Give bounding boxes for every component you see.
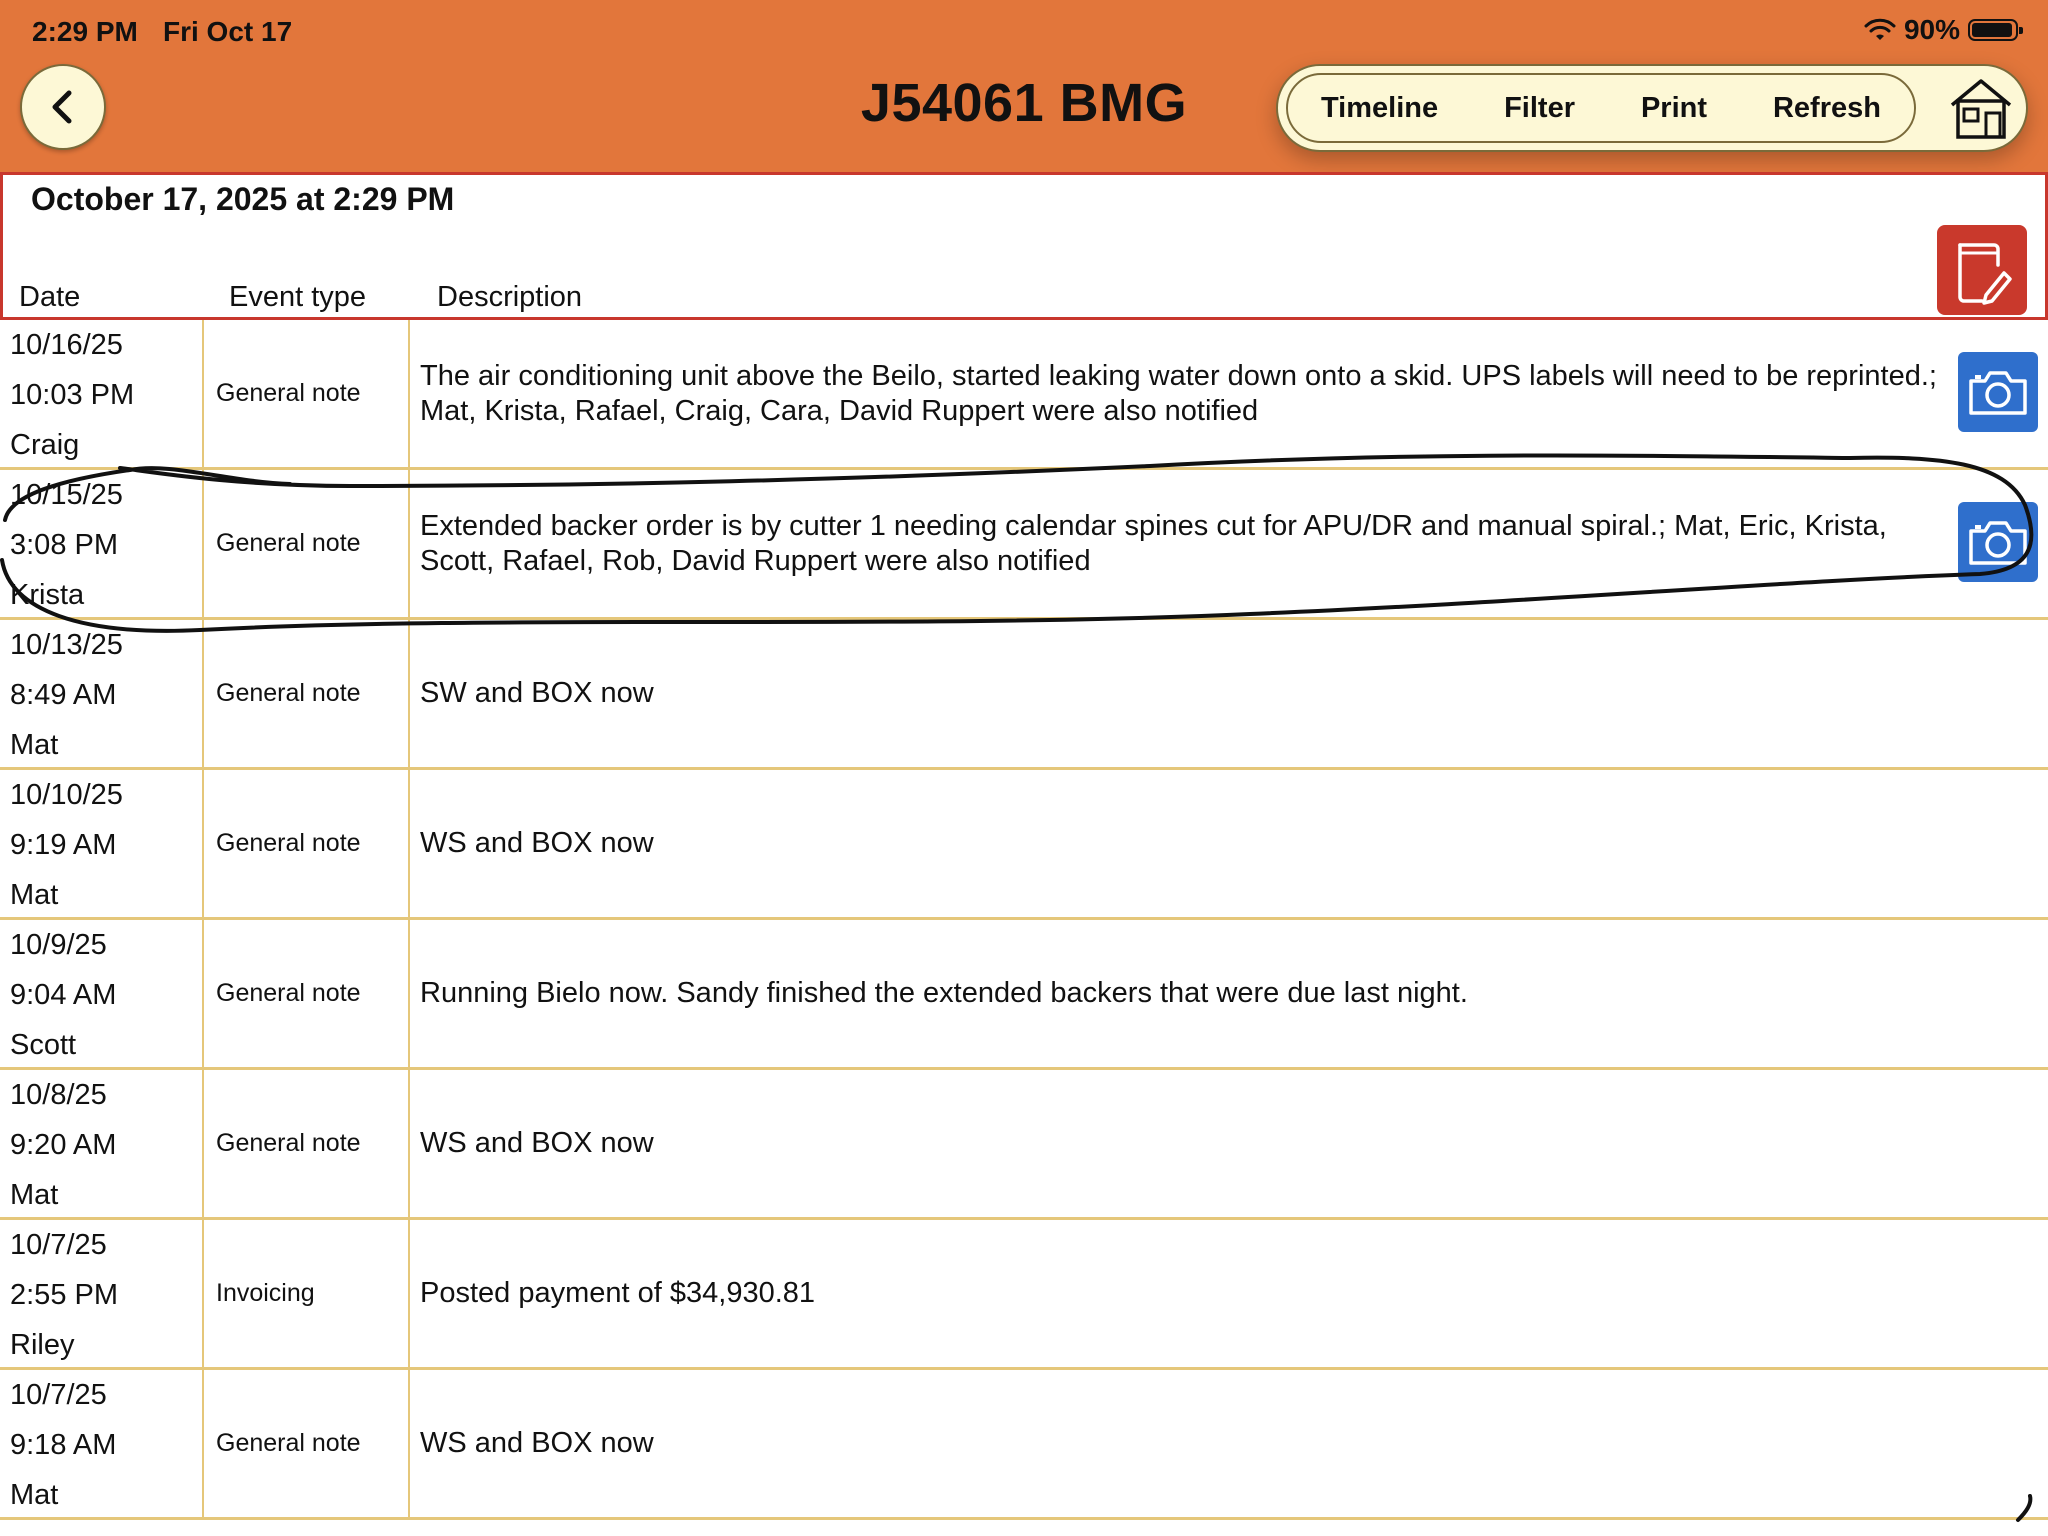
print-button[interactable]: Print xyxy=(1640,91,1708,124)
row-user: Mat xyxy=(10,1479,59,1511)
timeline-button[interactable]: Timeline xyxy=(1320,91,1439,124)
table-row[interactable] xyxy=(0,770,2048,920)
edit-note-icon xyxy=(1950,235,2014,305)
camera-icon xyxy=(1967,517,2029,567)
column-header-date[interactable]: Date xyxy=(19,281,81,313)
wifi-icon xyxy=(1864,18,1896,42)
event-type-cell: General note xyxy=(204,920,410,1067)
event-type-cell: General note xyxy=(204,1070,410,1217)
row-date: 10/16/25 xyxy=(10,329,123,361)
status-indicators xyxy=(1864,14,2018,46)
date-cell xyxy=(0,620,204,767)
page-title: J54061 BMG xyxy=(860,73,1188,133)
table-row[interactable] xyxy=(0,1370,2048,1520)
table-row[interactable] xyxy=(0,1220,2048,1370)
row-user: Craig xyxy=(10,429,80,461)
table-row[interactable] xyxy=(0,920,2048,1070)
current-datetime: October 17, 2025 at 2:29 PM xyxy=(31,181,455,217)
event-type-cell: Invoicing xyxy=(204,1220,410,1367)
chevron-left-icon xyxy=(43,87,83,127)
date-cell xyxy=(0,920,204,1067)
row-date: 10/7/25 xyxy=(10,1229,107,1261)
date-cell xyxy=(0,1370,204,1517)
row-user: Mat xyxy=(10,879,59,911)
camera-icon xyxy=(1967,367,2029,417)
event-type-cell: General note xyxy=(204,470,410,617)
events-table xyxy=(0,320,2048,1520)
event-type-cell: General note xyxy=(204,620,410,767)
row-time: 9:20 AM xyxy=(10,1129,117,1161)
top-header xyxy=(0,0,2048,172)
event-type-cell: General note xyxy=(204,320,410,467)
row-date: 10/15/25 xyxy=(10,479,123,511)
new-note-button[interactable] xyxy=(1937,225,2027,315)
row-user: Scott xyxy=(10,1029,77,1061)
row-time: 2:55 PM xyxy=(10,1279,118,1311)
row-date: 10/10/25 xyxy=(10,779,123,811)
row-time: 9:04 AM xyxy=(10,979,117,1011)
row-time: 8:49 AM xyxy=(10,679,117,711)
back-button[interactable] xyxy=(20,64,106,150)
row-date: 10/7/25 xyxy=(10,1379,107,1411)
filter-button[interactable]: Filter xyxy=(1504,91,1575,124)
description-cell: WS and BOX now xyxy=(420,827,654,859)
status-time: 2:29 PM xyxy=(32,16,138,47)
row-user: Riley xyxy=(10,1329,75,1361)
refresh-button[interactable]: Refresh xyxy=(1772,91,1881,124)
battery-percent: 90% xyxy=(1903,14,1960,45)
battery-icon xyxy=(1968,19,2018,41)
description-cell: The air conditioning unit above the Beilo, started leaking water down onto a skid. UPS labels will need to be reprinted.; Mat, Krista, Rafael, Craig, Cara, David Ruppert were also notified xyxy=(420,359,1937,427)
date-cell xyxy=(0,770,204,917)
date-cell xyxy=(0,470,204,617)
row-time: 3:08 PM xyxy=(10,529,118,561)
row-user: Krista xyxy=(10,579,85,611)
status-date: Fri Oct 17 xyxy=(163,16,293,47)
description-cell: WS and BOX now xyxy=(420,1127,654,1159)
home-icon xyxy=(1946,75,2016,141)
row-date: 10/9/25 xyxy=(10,929,107,961)
date-cell xyxy=(0,1070,204,1217)
description-cell: SW and BOX now xyxy=(420,677,654,709)
table-row[interactable] xyxy=(0,620,2048,770)
description-cell: Extended backer order is by cutter 1 needing calendar spines cut for APU/DR and manual spiral.; Mat, Eric, Krista, Scott, Rafael, Rob, David Ruppert were also notified xyxy=(420,509,1887,577)
toolbar xyxy=(1276,64,2028,152)
home-button[interactable] xyxy=(1942,72,2020,144)
row-user: Mat xyxy=(10,729,59,761)
date-cell xyxy=(0,320,204,467)
event-type-cell: General note xyxy=(204,1370,410,1517)
description-cell: Posted payment of $34,930.81 xyxy=(420,1277,816,1309)
column-header-description[interactable]: Description xyxy=(437,281,583,313)
toolbar-button-group xyxy=(1286,73,1916,143)
row-date: 10/8/25 xyxy=(10,1079,107,1111)
photo-button[interactable] xyxy=(1958,352,2038,432)
photo-button[interactable] xyxy=(1958,502,2038,582)
row-date: 10/13/25 xyxy=(10,629,123,661)
column-header-event-type[interactable]: Event type xyxy=(229,281,367,313)
row-time: 10:03 PM xyxy=(10,379,135,411)
info-panel xyxy=(0,172,2048,320)
row-time: 9:18 AM xyxy=(10,1429,117,1461)
description-cell: WS and BOX now xyxy=(420,1427,654,1459)
description-cell: Running Bielo now. Sandy finished the extended backers that were due last night. xyxy=(420,977,1468,1009)
date-cell xyxy=(0,1220,204,1367)
event-type-cell: General note xyxy=(204,770,410,917)
table-row[interactable] xyxy=(0,470,2048,620)
row-time: 9:19 AM xyxy=(10,829,117,861)
row-user: Mat xyxy=(10,1179,59,1211)
table-row[interactable] xyxy=(0,1070,2048,1220)
table-row[interactable] xyxy=(0,320,2048,470)
